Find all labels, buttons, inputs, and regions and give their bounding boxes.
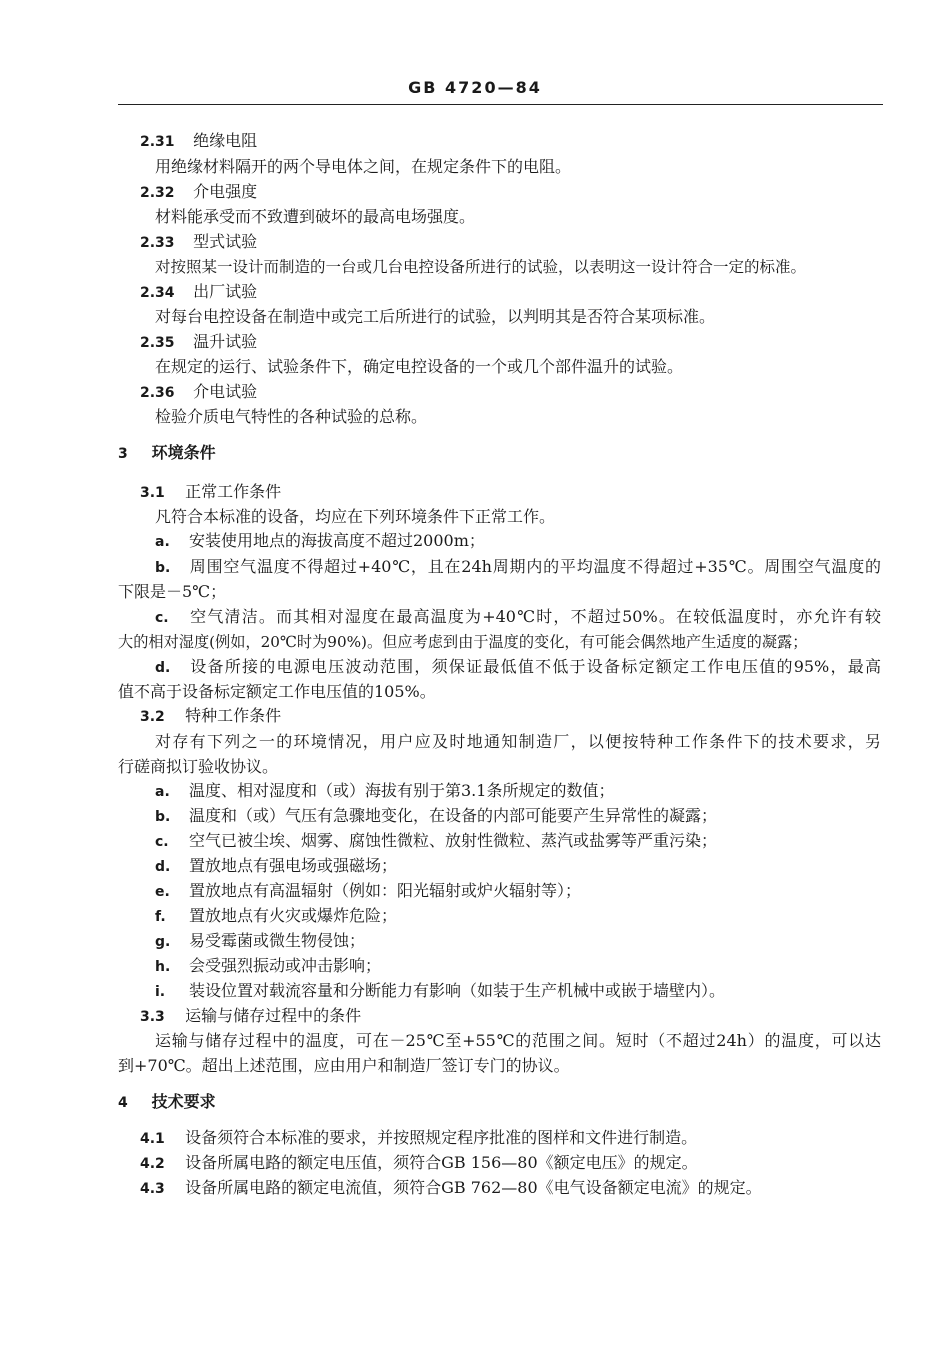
paragraph: 凡符合本标准的设备，均应在下列环境条件下正常工作。 [155, 507, 556, 526]
list-item [155, 855, 397, 878]
item-text: 装设位置对载流容量和分断能力有影响（如装于生产机械中或嵌于墙壁内）。 [189, 981, 726, 1000]
requirement-item [140, 1127, 697, 1150]
list-item [155, 980, 725, 1003]
item-label: c. [155, 834, 169, 850]
item-label: a. [155, 784, 170, 800]
def-title: 绝缘电阻 [193, 131, 258, 150]
item-text: 温度、相对湿度和（或）海拔有别于第3.1条所规定的数值； [189, 781, 615, 800]
item-label: f. [155, 909, 166, 925]
def-text: 材料能承受而不致遭到破坏的最高电场强度。 [155, 207, 476, 226]
subsection-heading [140, 1005, 361, 1028]
paragraph-continuation: 下限是－5℃； [118, 582, 227, 601]
item-text: 空气已被尘埃、烟雾、腐蚀性微粒、放射性微粒、蒸汽或盐雾等严重污染； [189, 831, 718, 850]
def-number: 2.35 [140, 335, 175, 351]
item-text: 空气清洁。而其相对湿度在最高温度为+40℃时，不超过50%。在较低温度时，亦允许有较 [189, 607, 881, 626]
def-text: 检验介质电气特性的各种试验的总称。 [155, 407, 428, 426]
def-number: 2.34 [140, 285, 175, 301]
requirement-item [140, 1152, 698, 1175]
section-heading [118, 1091, 216, 1114]
item-label: a. [155, 534, 170, 550]
def-title: 温升试验 [193, 332, 258, 351]
list-item [155, 656, 881, 679]
item-label: b. [155, 809, 171, 825]
item-label: c. [155, 610, 169, 626]
subsection-heading [140, 481, 281, 504]
item-label: h. [155, 959, 171, 975]
item-text: 温度和（或）气压有急骤地变化，在设备的内部可能要产生异常性的凝露； [189, 806, 718, 825]
subsection-title: 正常工作条件 [185, 482, 282, 501]
item-text: 安装使用地点的海拔高度不超过2000m； [189, 531, 485, 550]
list-item [155, 606, 881, 629]
subsection-title: 特种工作条件 [185, 706, 282, 725]
section-number: 3 [118, 446, 128, 462]
list-item [155, 830, 717, 853]
paragraph-continuation: 到+70℃。超出上述范围，应由用户和制造厂签订专门的协议。 [118, 1056, 570, 1075]
section-number: 4 [118, 1095, 128, 1111]
def-number: 2.33 [140, 235, 175, 251]
item-label: d. [155, 859, 171, 875]
item-label: i. [155, 984, 166, 1000]
def-text: 对按照某一设计而制造的一台或几台电控设备所进行的试验，以表明这一设计符合一定的标准。 [155, 258, 807, 276]
requirement-number: 4.1 [140, 1131, 165, 1147]
requirement-number: 4.2 [140, 1156, 165, 1172]
list-item [155, 805, 717, 828]
def-heading [140, 181, 257, 204]
def-number: 2.36 [140, 385, 175, 401]
item-label: d. [155, 660, 171, 676]
item-text: 易受霉菌或微生物侵蚀； [189, 931, 366, 950]
section-title: 环境条件 [151, 443, 216, 462]
requirement-text: 设备须符合本标准的要求，并按照规定程序批准的图样和文件进行制造。 [185, 1128, 698, 1147]
def-title: 介电强度 [193, 182, 258, 201]
subsection-number: 3.3 [140, 1009, 165, 1025]
list-item [155, 905, 397, 928]
subsection-number: 3.2 [140, 709, 165, 725]
def-title: 出厂试验 [193, 282, 258, 301]
def-title: 型式试验 [193, 232, 258, 251]
item-text: 置放地点有强电场或强磁场； [189, 856, 398, 875]
item-text: 周围空气温度不得超过+40℃，且在24h周期内的平均温度不得超过+35℃。周围空气温度的 [189, 557, 881, 576]
list-item [155, 930, 365, 953]
def-heading [140, 281, 257, 304]
subsection-heading [140, 705, 281, 728]
item-text: 置放地点有火灾或爆炸危险； [189, 906, 398, 925]
requirement-number: 4.3 [140, 1181, 165, 1197]
def-text: 在规定的运行、试验条件下，确定电控设备的一个或几个部件温升的试验。 [155, 357, 684, 376]
def-number: 2.32 [140, 185, 175, 201]
list-item [155, 556, 881, 579]
list-item [155, 880, 581, 903]
item-label: b. [155, 560, 171, 576]
subsection-title: 运输与储存过程中的条件 [185, 1006, 362, 1025]
requirement-text: 设备所属电路的额定电流值，须符合GB 762—80《电气设备额定电流》的规定。 [185, 1178, 762, 1197]
paragraph: 运输与储存过程中的温度，可在－25℃至+55℃的范围之间。短时（不超过24h）的温度，可以达 [155, 1031, 881, 1050]
def-number: 2.31 [140, 134, 175, 150]
header-rule [118, 104, 883, 105]
item-label: g. [155, 934, 171, 950]
def-heading [140, 381, 257, 404]
paragraph-continuation: 大的相对湿度(例如，20℃时为90%)。但应考虑到由于温度的变化，有可能会偶然地产生适度的凝露； [118, 633, 808, 651]
requirement-item [140, 1177, 762, 1200]
paragraph-continuation: 值不高于设备标定额定工作电压值的105%。 [118, 682, 436, 701]
item-label: e. [155, 884, 170, 900]
item-text: 置放地点有高温辐射（例如：阳光辐射或炉火辐射等）； [189, 881, 582, 900]
paragraph: 对存有下列之一的环境情况，用户应及时地通知制造厂，以便按特种工作条件下的技术要求，另 [155, 732, 881, 751]
requirement-text: 设备所属电路的额定电压值，须符合GB 156—80《额定电压》的规定。 [185, 1153, 698, 1172]
item-text: 设备所接的电源电压波动范围，须保证最低值不低于设备标定额定工作电压值的95%，最高 [189, 657, 881, 676]
def-text: 对每台电控设备在制造中或完工后所进行的试验，以判明其是否符合某项标准。 [155, 307, 716, 326]
list-item [155, 955, 381, 978]
def-text: 用绝缘材料隔开的两个导电体之间，在规定条件下的电阻。 [155, 157, 572, 176]
def-heading [140, 231, 257, 254]
section-title: 技术要求 [151, 1092, 216, 1111]
page-header: GB 4720—84 [408, 78, 542, 97]
subsection-number: 3.1 [140, 485, 165, 501]
def-title: 介电试验 [193, 382, 258, 401]
item-text: 会受强烈振动或冲击影响； [189, 956, 382, 975]
list-item [155, 780, 614, 803]
paragraph-continuation: 行磋商拟订验收协议。 [118, 757, 279, 776]
list-item [155, 530, 485, 553]
def-heading [140, 130, 257, 153]
def-heading [140, 331, 257, 354]
section-heading [118, 442, 216, 465]
